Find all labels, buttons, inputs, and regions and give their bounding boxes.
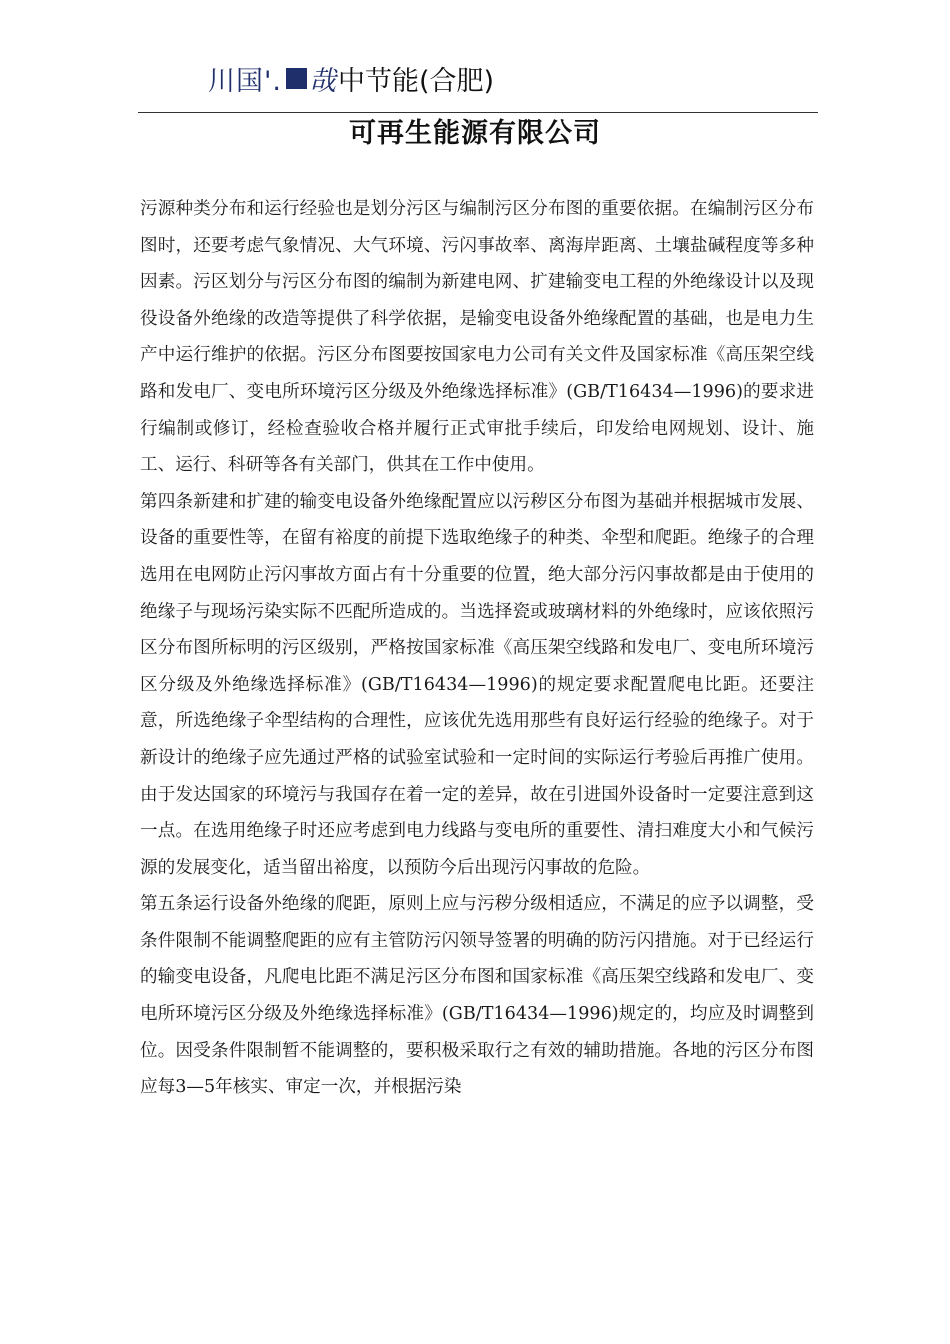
company-title: 可再生能源有限公司: [349, 118, 601, 149]
company-logo: [208, 58, 494, 98]
logo-mark-text: 川国'.: [208, 65, 283, 97]
page-header: [0, 0, 950, 160]
document-body: [140, 191, 814, 1106]
paragraph-pollution-map: 污源种类分布和运行经验也是划分污区与编制污区分布图的重要依据。在编制污区分布图时，还要考虑气象情况、大气环境、污闪事故率、离海岸距离、土壤盐碱程度等多种因素。污区划分与污区分布图的编制为新建电网、扩建输变电工程的外绝缘设计以及现役设备外绝缘的改造等提供了科学依据，是输变电设备外绝缘配置的基础，也是电力生产中运行维护的依据。污区分布图要按国家电力公司有关文件及国家标准《高压架空线路和发电厂、变电所环境污区分级及外绝缘选择标准》(GB/T16434—1996)的要求进行编制或修订，经检查验收合格并履行正式审批手续后，印发给电网规划、设计、施工、运行、科研等各有关部门，供其在工作中使用。: [140, 199, 814, 476]
logo-company-name: 中节能(合肥): [338, 65, 495, 97]
paragraph-article-4: 第四条新建和扩建的输变电设备外绝缘配置应以污秽区分布图为基础并根据城市发展、设备的重要性等，在留有裕度的前提下选取绝缘子的种类、伞型和爬距。绝缘子的合理选用在电网防止污闪事故方面占有十分重要的位置，绝大部分污闪事故都是由于使用的绝缘子与现场污染实际不匹配所造成的。当选择瓷或玻璃材料的外绝缘时，应该依照污区分布图所标明的污区级别，严格按国家标准《高压架空线路和发电厂、变电所环境污区分级及外绝缘选择标准》(GB/T16434—1996)的规定要求配置爬电比距。还要注意，所选绝缘子伞型结构的合理性，应该优先选用那些有良好运行经验的绝缘子。对于新设计的绝缘子应先通过严格的试验室试验和一定时间的实际运行考验后再推广使用。由于发达国家的环境污与我国存在着一定的差异，故在引进国外设备时一定要注意到这一点。在选用绝缘子时还应考虑到电力线路与变电所的重要性、清扫难度大小和气候污源的发展变化，适当留出裕度，以预防今后出现污闪事故的危险。: [140, 491, 814, 878]
header-divider: [138, 112, 818, 113]
logo-italic-text: 哉: [309, 65, 337, 97]
paragraph-article-5: 第五条运行设备外绝缘的爬距，原则上应与污秽分级相适应，不满足的应予以调整，受条件限制不能调整爬距的应有主管防污闪领导签署的明确的防污闪措施。对于已经运行的输变电设备，凡爬电比距不满足污区分布图和国家标准《高压架空线路和发电厂、变电所环境污区分级及外绝缘选择标准》(GB/T16434—1996)规定的，均应及时调整到位。因受条件限制暂不能调整的，要积极采取行之有效的辅助措施。各地的污区分布图应每3—5年核实、审定一次，并根据污染: [140, 894, 814, 1098]
logo-square-icon: [286, 68, 307, 89]
